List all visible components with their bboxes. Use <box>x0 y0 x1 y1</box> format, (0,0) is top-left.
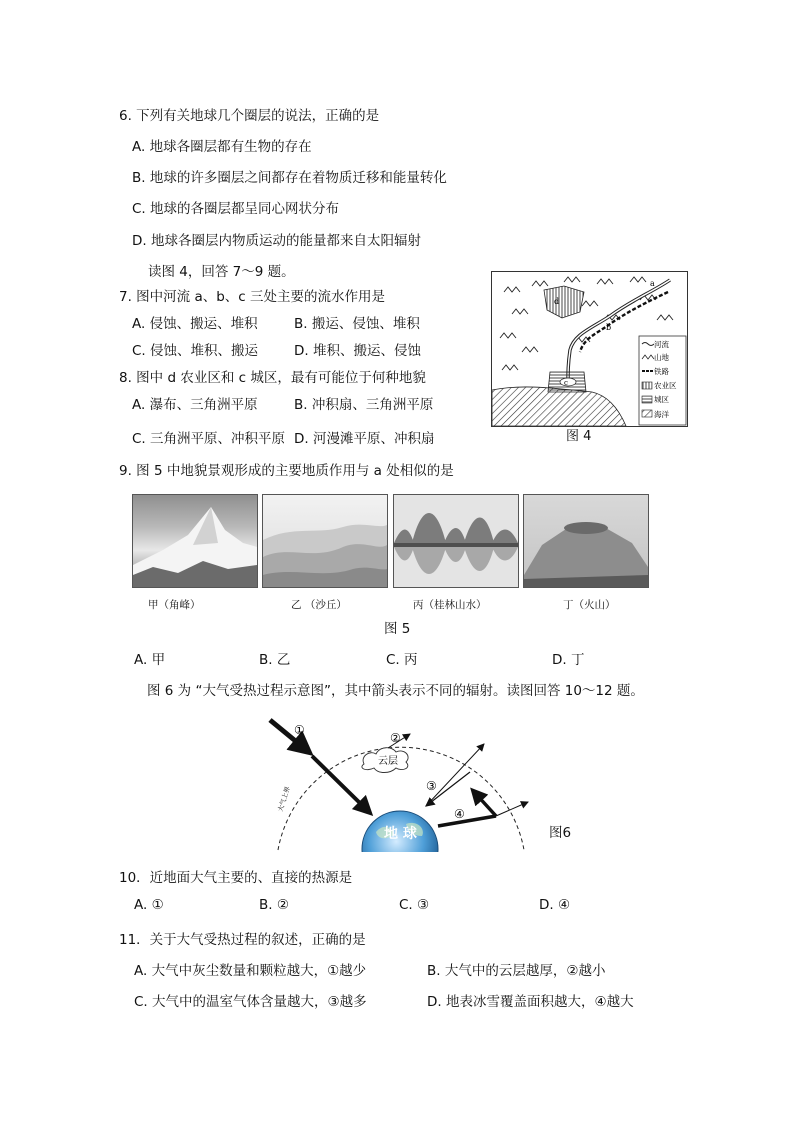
question-9-option-b: B. 乙 <box>259 652 291 668</box>
question-11-option-a: A. 大气中灰尘数量和颗粒越大，①越少 <box>134 963 367 979</box>
marker-1: ① <box>294 723 305 737</box>
figure-4-caption: 图 4 <box>566 429 592 444</box>
question-10-option-d: D. ④ <box>539 897 571 913</box>
earth-label: 地 球 <box>384 826 417 842</box>
legend-city: 城区 <box>654 395 669 404</box>
photo-guilin-landscape <box>393 494 519 588</box>
legend-mountain: 山地 <box>654 353 669 362</box>
question-11-stem: 11．关于大气受热过程的叙述，正确的是 <box>119 932 366 948</box>
question-7-option-d: D. 堆积、搬运、侵蚀 <box>294 343 421 359</box>
cloud-label: 云层 <box>378 756 398 767</box>
question-6-option-a: A. 地球各圈层都有生物的存在 <box>132 139 312 155</box>
question-10-option-b: B. ② <box>259 897 289 913</box>
heating-process-graphic <box>266 712 536 852</box>
question-9-option-c: C. 丙 <box>386 652 418 668</box>
photo-horn-peak <box>132 494 258 588</box>
photo-volcano <box>523 494 649 588</box>
question-8-option-c: C. 三角洲平原、冲积平原 <box>132 431 286 447</box>
question-6-option-b: B. 地球的许多圈层之间都存在着物质迁移和能量转化 <box>132 170 447 186</box>
map-label-a: a <box>650 279 655 288</box>
map-label-c: c <box>564 379 568 387</box>
map-label-b: b <box>606 323 612 332</box>
river-map-graphic <box>492 272 687 426</box>
atmosphere-top-label: 大气上界 <box>276 785 292 813</box>
legend-river: 河流 <box>654 340 669 349</box>
question-9-option-d: D. 丁 <box>552 652 585 668</box>
legend-agri: 农业区 <box>654 381 677 390</box>
fig6-intro: 图 6 为 “大气受热过程示意图”，其中箭头表示不同的辐射。读图回答 10～12 题。 <box>147 683 644 699</box>
map-label-d: d <box>554 297 560 306</box>
question-10-option-c: C. ③ <box>399 897 430 913</box>
question-7-option-c: C. 侵蚀、堆积、搬运 <box>132 343 259 359</box>
question-7-stem: 7. 图中河流 a、b、c 三处主要的流水作用是 <box>119 289 386 305</box>
question-6-option-d: D. 地球各圈层内物质运动的能量都来自太阳辐射 <box>132 233 421 249</box>
photo-sand-dunes <box>262 494 388 588</box>
marker-2: ② <box>390 731 401 745</box>
question-10-option-a: A. ① <box>134 897 164 913</box>
question-8-option-b: B. 冲积扇、三角洲平原 <box>294 397 434 413</box>
question-10-stem: 10．近地面大气主要的、直接的热源是 <box>119 870 353 886</box>
figure-6-caption: 图6 <box>549 825 572 841</box>
photo-caption-yi: 乙 （沙丘） <box>291 599 347 611</box>
legend-railway: 铁路 <box>654 367 669 376</box>
question-9-stem: 9. 图 5 中地貌景观形成的主要地质作用与 a 处相似的是 <box>119 463 454 479</box>
figure-5-caption: 图 5 <box>384 621 411 637</box>
question-11-option-d: D. 地表冰雪覆盖面积越大，④越大 <box>427 994 634 1010</box>
question-7-option-b: B. 搬运、侵蚀、堆积 <box>294 316 420 332</box>
question-11-option-b: B. 大气中的云层越厚，②越小 <box>427 963 606 979</box>
question-11-option-c: C. 大气中的温室气体含量越大，③越多 <box>134 994 367 1010</box>
legend-sea: 海洋 <box>654 410 669 419</box>
question-8-option-a: A. 瀑布、三角洲平原 <box>132 397 258 413</box>
figure-6-diagram <box>266 712 536 852</box>
photo-caption-jia: 甲（角峰） <box>148 599 201 611</box>
question-8-stem: 8. 图中 d 农业区和 c 城区，最有可能位于何种地貌 <box>119 370 426 386</box>
marker-3: ③ <box>426 779 437 793</box>
photo-caption-bing: 丙（桂林山水） <box>413 599 487 611</box>
question-6-stem: 6. 下列有关地球几个圈层的说法，正确的是 <box>119 108 380 124</box>
photo-caption-ding: 丁（火山） <box>563 599 616 611</box>
question-7-option-a: A. 侵蚀、搬运、堆积 <box>132 316 258 332</box>
marker-4: ④ <box>454 807 465 821</box>
question-6-option-c: C. 地球的各圈层都呈同心网状分布 <box>132 201 340 217</box>
question-8-option-d: D. 河漫滩平原、冲积扇 <box>294 431 435 447</box>
figure-4-map <box>491 271 688 427</box>
question-9-option-a: A. 甲 <box>134 652 166 668</box>
fig4-intro: 读图 4，回答 7～9 题。 <box>148 264 295 280</box>
